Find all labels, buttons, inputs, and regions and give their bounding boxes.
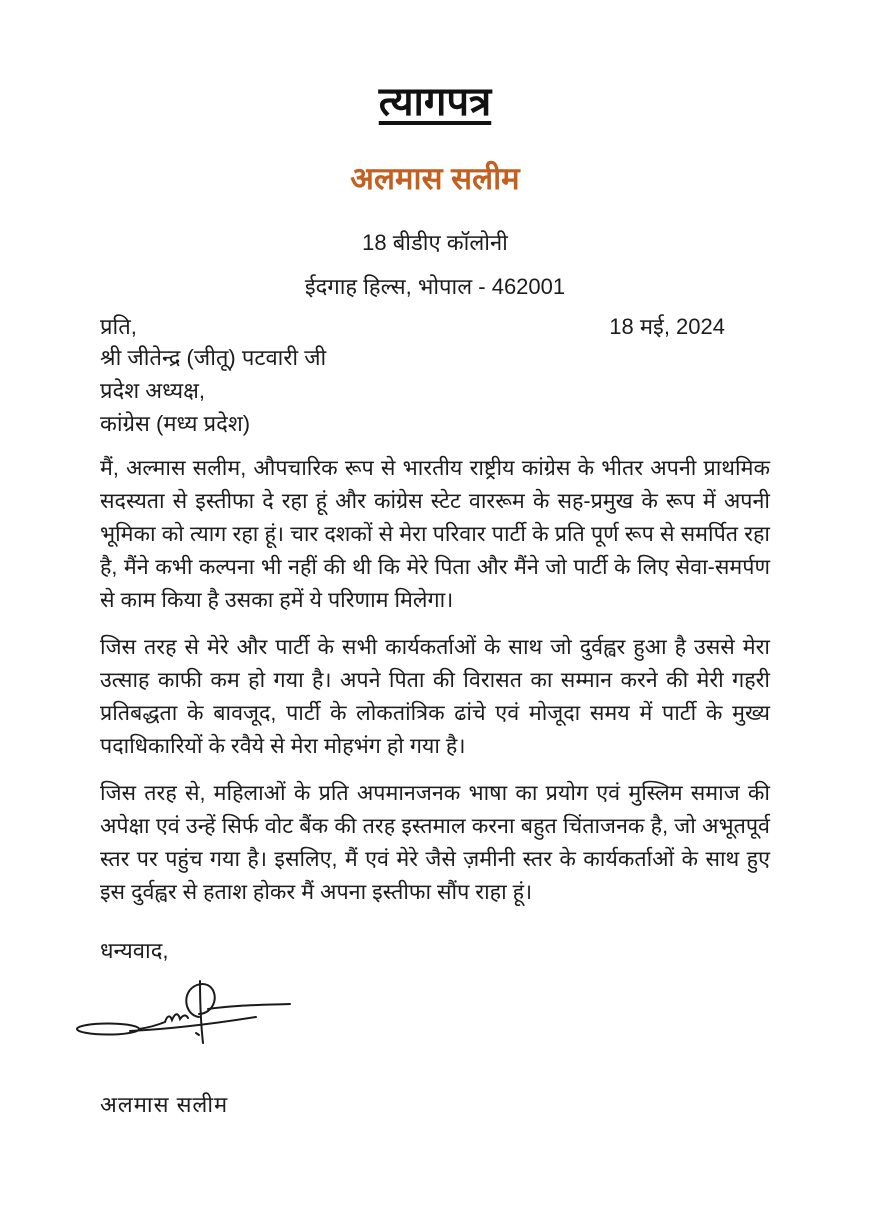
salutation-date-row [100,311,725,341]
author-name: अलमास सलीम [350,161,520,196]
closing-text: धन्यवाद, [100,938,169,963]
letter-body [100,452,770,909]
author-address-line-1: 18 बीडीए कॉलोनी [362,230,508,255]
signature-image [68,977,308,1049]
body-paragraph-3: जिस तरह से, महिलाओं के प्रति अपमानजनक भाषा का प्रयोग एवं मुस्लिम समाज की अपेक्षा एवं उन्हें सिर्फ वोट बैंक की तरह इस्तमाल करना बहुत चिंताजनक है, जो अभूतपूर्व स्तर पर पहुंच गया है। इसलिए, मैं एवं मेरे जैसे ज़मीनी स्तर के कार्यकर्ताओं के साथ हुए इस दुर्वह्वर से हताश होकर मैं अपना इस्तीफा सौंप राहा हूं। [100,781,770,904]
recipient-designation: प्रदेश अध्यक्ष, [100,378,205,403]
recipient-name: श्री जीतेन्द्र (जीतू) पटवारी जी [100,345,327,370]
signatory-name: अलमास सलीम [100,1092,229,1117]
letter-date: 18 मई, 2024 [609,314,725,339]
recipient-block [100,341,770,440]
body-paragraph-2: जिस तरह से मेरे और पार्टी के सभी कार्यकर्ताओं के साथ जो दुर्वह्वर हुआ है उससे मेरा उत्साह काफी कम हो गया है। अपने पिता की विरासत का सम्मान करने की मेरी गहरी प्रतिबद्धता के बावजूद, पार्टी के लोकतांत्रिक ढांचे एवं मोजूदा समय में पार्टी के मुख्य पदाधिकारियों के रवैये से मेरा मोहभंग हो गया है। [100,635,770,758]
body-paragraph-1: मैं, अल्मास सलीम, औपचारिक रूप से भारतीय राष्ट्रीय कांग्रेस के भीतर अपनी प्राथमिक सदस्यता से इस्तीफा दे रहा हूं और कांग्रेस स्टेट वाररूम के सह-प्रमुख के रूप में अपनी भूमिका को त्याग रहा हूं। चार दशकों से मेरा परिवार पार्टी के प्रति पूर्ण रूप से समर्पित रहा है, मैंने कभी कल्पना भी नहीं की थी कि मेरे पिता और मैंने जो पार्टी के लिए सेवा-समर्पण से काम किया है उसका हमें ये परिणाम मिलेगा। [100,456,770,612]
page-title: त्यागपत्र [378,80,492,124]
salutation: प्रति, [100,314,137,339]
recipient-organization: कांग्रेस (मध्य प्रदेश) [100,411,251,436]
author-address-line-2: ईदगाह हिल्स, भोपाल - 462001 [304,274,566,299]
